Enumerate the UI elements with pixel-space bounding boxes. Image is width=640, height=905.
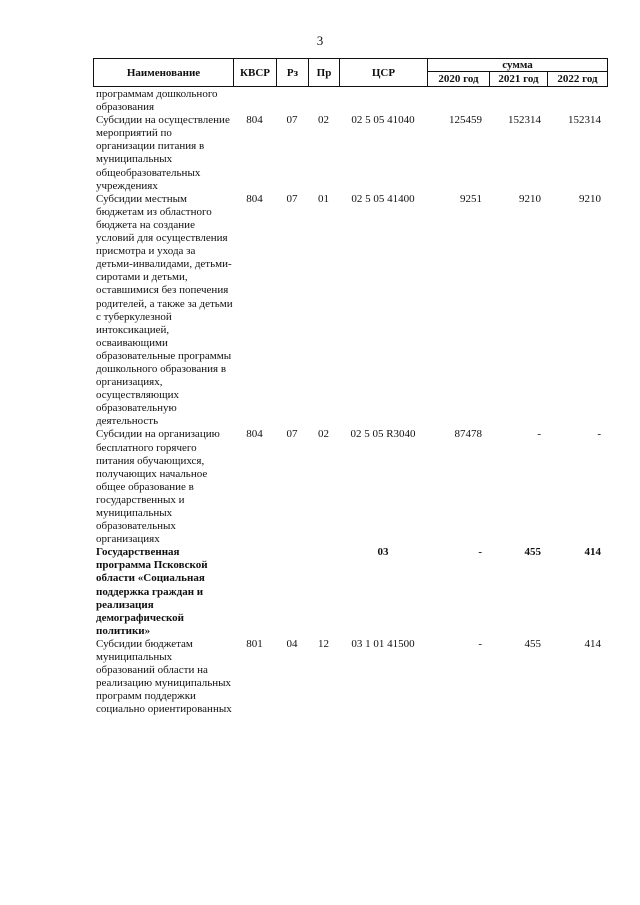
row-2020: - <box>478 637 482 650</box>
row-2021: 152314 <box>508 114 541 127</box>
row-2022: - <box>597 428 601 441</box>
row-2020: 87478 <box>454 428 482 441</box>
continuation-text: программам дошкольного образования <box>96 88 218 114</box>
row-rz: 04 <box>286 637 298 650</box>
row-rz: 07 <box>286 114 298 127</box>
row-csr: 02 5 05 41040 <box>351 114 415 127</box>
table-body <box>93 88 607 717</box>
row-name: Субсидии на организацию бесплатного горячего питания обучающихся, получающих начальное общее образование в государственных и муниципальных образовательных организациях <box>96 428 220 546</box>
row-kvsr: 801 <box>246 637 263 650</box>
row-name: Государственная программа Псковской области «Социальная поддержка граждан и реализация демографической политики» <box>96 546 208 637</box>
header-sum: сумма <box>428 59 608 72</box>
row-2021: 9210 <box>519 192 541 205</box>
row-csr: 03 <box>377 546 389 559</box>
row-pr: 12 <box>318 637 329 650</box>
page-number: 3 <box>316 33 324 48</box>
row-2021: 455 <box>524 637 541 650</box>
row-2022: 152314 <box>568 114 601 127</box>
table-row <box>93 114 607 193</box>
table-row <box>93 638 607 717</box>
row-2021: 455 <box>524 546 541 559</box>
row-name: Субсидии бюджетам муниципальных образований области на реализацию муниципальных программ поддержки социально ориентированных <box>96 637 232 716</box>
table-row-program <box>93 546 607 638</box>
row-2020: - <box>478 546 482 559</box>
row-name: Субсидии местным бюджетам из областного бюджета на создание условий для осуществления присмотра и ухода за детьми-инвалидами, детьми-сиротами и детьми, оставшимися без попечения родителей, а также за детьми с туберкулезной интоксикацией, осваивающими образовательные программы дошкольного образования в организациях, осуществляющих образовательную деятельность <box>96 192 233 428</box>
row-csr: 03 1 01 41500 <box>351 637 415 650</box>
table-header <box>93 58 608 87</box>
row-name: Субсидии на осуществление мероприятий по организации питания в муниципальных общеобразовательных учреждениях <box>96 114 230 192</box>
header-year-2020: 2020 год <box>428 72 490 87</box>
header-kvsr: КВСР <box>234 59 277 87</box>
header-pr: Пр <box>309 59 340 87</box>
header-name: Наименование <box>94 59 234 87</box>
header-year-2022: 2022 год <box>548 72 608 87</box>
continuation-row <box>93 88 607 114</box>
row-kvsr: 804 <box>246 192 263 205</box>
row-pr: 02 <box>318 114 329 127</box>
row-csr: 02 5 05 R3040 <box>350 428 416 441</box>
row-pr: 02 <box>318 428 329 441</box>
row-pr: 01 <box>318 192 329 205</box>
header-year-2021: 2021 год <box>490 72 548 87</box>
row-2022: 414 <box>584 637 601 650</box>
table-row <box>93 428 607 546</box>
row-rz: 07 <box>286 428 298 441</box>
row-2020: 9251 <box>460 192 482 205</box>
row-kvsr: 804 <box>246 428 263 441</box>
table-row <box>93 193 607 429</box>
row-kvsr: 804 <box>246 114 263 127</box>
header-rz: Рз <box>277 59 309 87</box>
header-csr: ЦСР <box>340 59 428 87</box>
row-2022: 9210 <box>579 192 601 205</box>
row-rz: 07 <box>286 192 298 205</box>
row-2020: 125459 <box>449 114 482 127</box>
row-2022: 414 <box>584 546 601 559</box>
row-2021: - <box>537 428 541 441</box>
row-csr: 02 5 05 41400 <box>351 192 415 205</box>
